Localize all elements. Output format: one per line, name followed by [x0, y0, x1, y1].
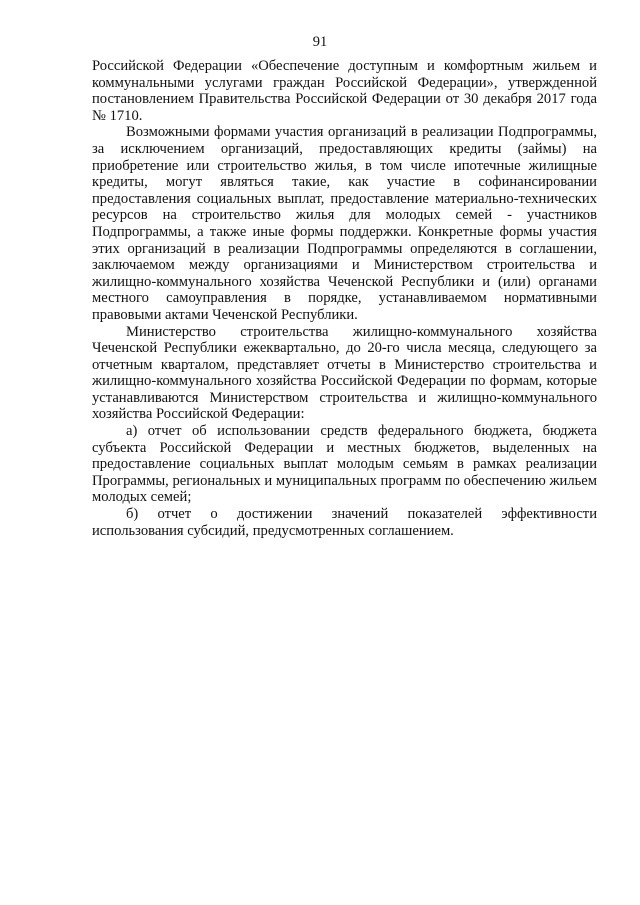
document-body [92, 58, 597, 539]
paragraph-continuation: Российской Федерации «Обеспечение доступным и комфортным жильем и коммунальными услугами граждан Российской Федерации», утвержденной постановлением Правительства Российской Федерации от 30 декабря 2017 года № 1710. [92, 58, 597, 124]
list-item-report-b: б) отчет о достижении значений показателей эффективности использования субсидий, предусмотренных соглашением. [92, 506, 597, 539]
page-number: 91 [312, 34, 328, 50]
paragraph-participation-forms: Возможными формами участия организаций в реализации Подпрограммы, за исключением организаций, предоставляющих кредиты (займы) на приобретение или строительство жилья, в том числе ипотечные жилищные кредиты, могут являться такие, как участие в софинансировании предоставления социальных выплат, предоставление материально-технических ресурсов на строительство жилья для молодых семей - участников Подпрограммы, а также иные формы поддержки. Конкретные формы участия этих организаций в реализации Подпрограммы определяются в соглашении, заключаемом между организациями и Министерством строительства и жилищно-коммунального хозяйства Чеченской Республики и (или) органами местного самоуправления в порядке, устанавливаемом нормативными правовыми актами Чеченской Республики. [92, 124, 597, 323]
paragraph-ministry-reports: Министерство строительства жилищно-коммунального хозяйства Чеченской Республики ежеквартально, до 20-го числа месяца, следующего за отчетным кварталом, представляет отчеты в Министерство строительства и жилищно-коммунального хозяйства Российской Федерации по формам, которые устанавливаются Министерством строительства и жилищно-коммунального хозяйства Российской Федерации: [92, 323, 597, 423]
list-item-report-a: а) отчет об использовании средств федерального бюджета, бюджета субъекта Российской Федерации и местных бюджетов, выделенных на предоставление социальных выплат молодым семьям в рамках реализации Программы, региональных и муниципальных программ по обеспечению жильем молодых семей; [92, 423, 597, 506]
